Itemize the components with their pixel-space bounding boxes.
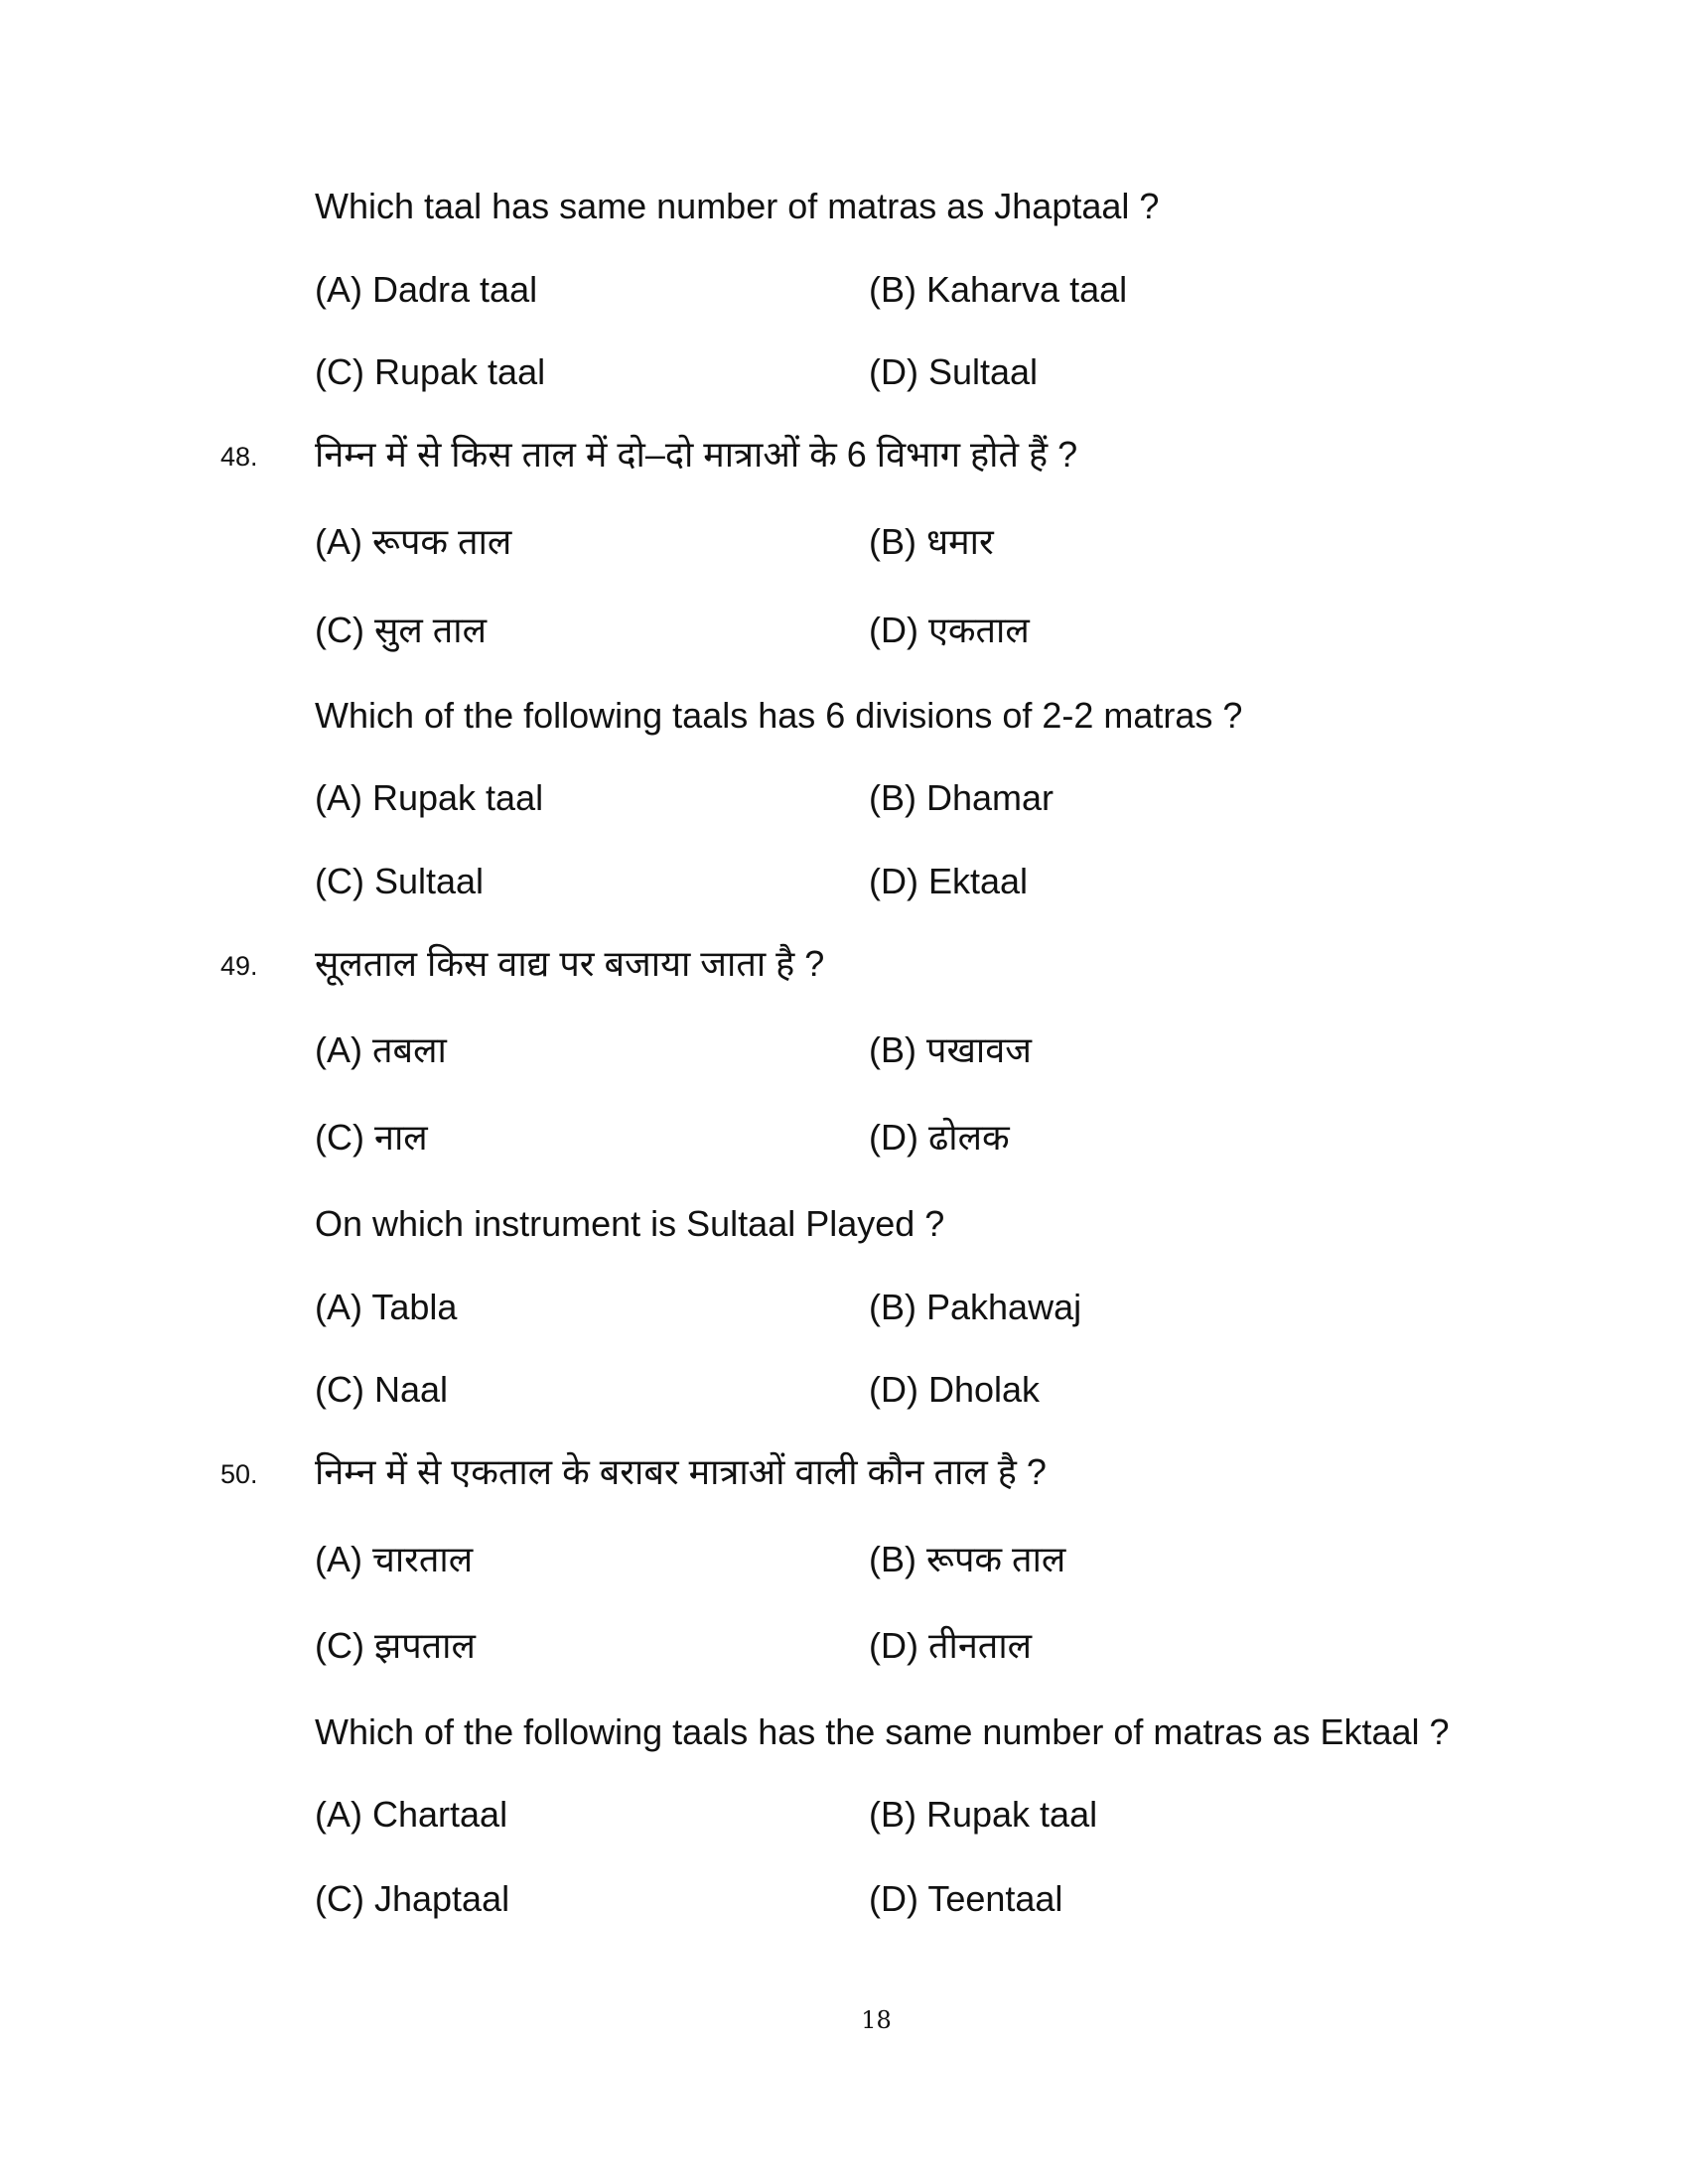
option-c: (C) सुल ताल [315, 610, 487, 650]
option-b: (B) पखावज [869, 1029, 1032, 1070]
option-b: (B) रूपक ताल [869, 1539, 1066, 1579]
question-text: निम्न में से किस ताल में दो–दो मात्राओं के 6 विभाग होते हैं ? [315, 434, 1078, 475]
option-d: (D) ढोलक [869, 1117, 1010, 1158]
page-number: 18 [861, 2006, 892, 2034]
option-a: (A) चारताल [315, 1539, 474, 1579]
option-a: (A) Tabla [315, 1287, 458, 1327]
option-d: (D) Ektaal [869, 861, 1029, 901]
option-c: (C) Rupak taal [315, 351, 546, 392]
option-d: (D) तीनताल [869, 1625, 1033, 1666]
option-b: (B) Rupak taal [869, 1794, 1098, 1835]
option-a: (A) Dadra taal [315, 269, 538, 310]
question-text: निम्न में से एकताल के बराबर मात्राओं वाली कौन ताल है ? [315, 1451, 1047, 1492]
question-text: Which of the following taals has the same number of matras as Ektaal ? [315, 1711, 1450, 1752]
question-text: Which taal has same number of matras as Jhaptaal ? [315, 186, 1160, 226]
question-text: Which of the following taals has 6 divisions of 2-2 matras ? [315, 695, 1243, 736]
question-number: 49. [220, 951, 258, 981]
option-c: (C) Jhaptaal [315, 1878, 510, 1919]
question-text: On which instrument is Sultaal Played ? [315, 1203, 945, 1244]
option-d: (D) Sultaal [869, 351, 1039, 392]
option-c: (C) Sultaal [315, 861, 485, 901]
option-b: (B) Kaharva taal [869, 269, 1128, 310]
option-a: (A) Rupak taal [315, 777, 544, 818]
question-number: 50. [220, 1459, 258, 1489]
option-b: (B) Pakhawaj [869, 1287, 1082, 1327]
question-text: सूलताल किस वाद्य पर बजाया जाता है ? [315, 943, 825, 984]
option-b: (B) धमार [869, 521, 994, 562]
option-d: (D) Teentaal [869, 1878, 1063, 1919]
option-c: (C) नाल [315, 1117, 428, 1158]
question-number: 48. [220, 442, 258, 472]
option-b: (B) Dhamar [869, 777, 1055, 818]
option-c: (C) Naal [315, 1369, 449, 1410]
option-d: (D) Dholak [869, 1369, 1041, 1410]
option-a: (A) तबला [315, 1029, 447, 1070]
option-a: (A) Chartaal [315, 1794, 508, 1835]
option-d: (D) एकताल [869, 610, 1030, 650]
option-c: (C) झपताल [315, 1625, 476, 1666]
option-a: (A) रूपक ताल [315, 521, 512, 562]
